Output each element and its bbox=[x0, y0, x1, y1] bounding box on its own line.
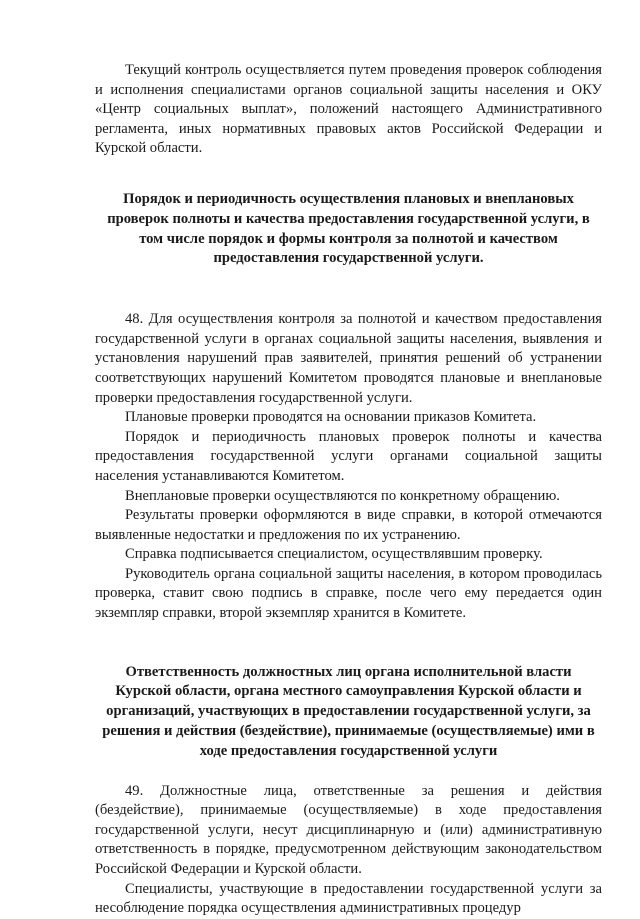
paragraph-checks-order: Порядок и периодичность плановых проверок полноты и качества предоставления государственной услуги органами социальной защиты населения устанавливаются Комитетом. bbox=[95, 428, 602, 484]
intro-paragraph: Текущий контроль осуществляется путем проведения проверок соблюдения и исполнения специалистами органов социальной защиты населения и ОКУ «Центр социальных выплат», положений настоящего Административного регламента, иных нормативных правовых актов Российской Федерации и Курской области. bbox=[95, 62, 602, 157]
spacer bbox=[95, 624, 602, 663]
paragraph-check-results: Результаты проверки оформляются в виде справки, в которой отмечаются выявленные недостатки и предложения по их устранению. bbox=[95, 507, 602, 543]
paragraph-49: 49. Должностные лица, ответственные за решения и действия (бездействие), принимаемые (осуществляемые) в ходе предоставления государственной услуги, несут дисциплинарную и (или) административную ответственность в порядке, предусмотренном действующим законодательством Российской Федерации и Курской области. bbox=[95, 782, 602, 878]
spacer bbox=[95, 159, 602, 190]
spacer bbox=[95, 269, 602, 310]
section-heading-checks: Порядок и периодичность осуществления плановых и внеплановых проверок полноты и качества предоставления государственной услуги, в том числе порядок и формы контроля за полнотой и качеством предоставления государственной услуги. bbox=[107, 190, 590, 267]
section-heading-responsibility: Ответственность должностных лиц органа исполнительной власти Курской области, органа местного самоуправления Курской области и организаций, участвующих в предоставлении государственной услуги, за решения и действия (бездействие), принимаемые (осуществляемые) ими в ходе предоставления государственной услуги bbox=[102, 663, 595, 759]
paragraph-planned-checks: Плановые проверки проводятся на основании приказов Комитета. bbox=[125, 409, 537, 426]
paragraph-report-signature: Справка подписывается специалистом, осуществлявшим проверку. bbox=[125, 546, 543, 563]
spacer bbox=[95, 762, 602, 782]
paragraph-48: 48. Для осуществления контроля за полнотой и качеством предоставления государственной услуги в органах социальной защиты населения, выявления и установления нарушений прав заявителей, принятия решений об устранении соответствующих нарушений Комитетом проводятся плановые и внеплановые проверки предоставления государственной услуги. bbox=[95, 311, 602, 406]
paragraph-head-signature: Руководитель органа социальной защиты населения, в котором проводилась проверка, ставит свою подпись в справке, после чего ему передается один экземпляр справки, второй экземпляр хранится в Комитете. bbox=[95, 565, 602, 622]
paragraph-unplanned-checks: Внеплановые проверки осуществляются по конкретному обращению. bbox=[125, 487, 560, 504]
paragraph-specialists: Специалисты, участвующие в предоставлении государственной услуги за несоблюдение порядка осуществления административных процедур bbox=[95, 880, 602, 917]
